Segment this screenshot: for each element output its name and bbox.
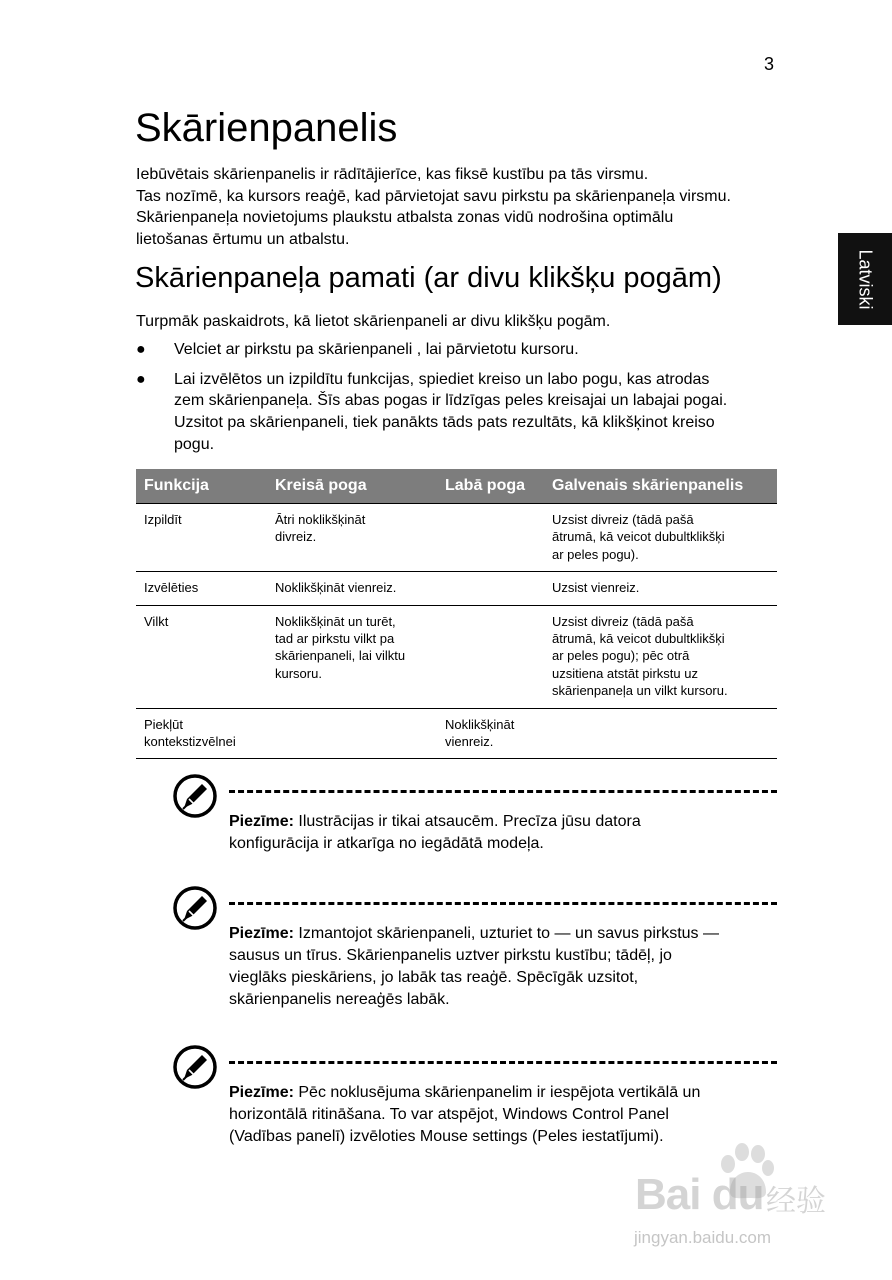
table-cell — [544, 708, 777, 759]
note-line: konfigurācija ir atkarīga no iegādātā modeļa. — [229, 835, 544, 852]
table-row — [136, 708, 777, 759]
bullet-item — [136, 369, 786, 456]
dashed-divider — [229, 902, 777, 905]
table-row — [136, 504, 777, 572]
table-cell — [437, 504, 544, 572]
table-cell — [136, 708, 267, 759]
section-lead: Turpmāk paskaidrots, kā lietot skārienpaneli ar divu klikšķu pogām. — [136, 313, 611, 330]
page-title: Skārienpanelis — [135, 106, 398, 150]
intro-line: lietošanas ērtumu un atbalstu. — [136, 231, 350, 249]
cell-line: Noklikšķināt — [445, 716, 515, 732]
table-header-row — [136, 469, 777, 504]
bullet-list — [136, 339, 786, 456]
cell-line: Piekļūt — [144, 716, 184, 732]
intro-line: Iebūvētais skārienpanelis ir rādītājierīce, kas fiksē kustību pa tās virsmu. — [136, 166, 649, 183]
cell-line: ātrumā, kā veicot dubultklikšķi — [552, 529, 725, 545]
language-tab — [838, 233, 892, 325]
language-tab-label: Latviski — [855, 248, 876, 310]
table-cell — [544, 572, 777, 605]
dashed-divider — [229, 790, 777, 793]
column-header: Galvenais skārienpanelis — [544, 469, 777, 504]
bullet-line: zem skārienpaneļa. Šīs abas pogas ir līdzīgas peles kreisajai un labajai pogai. — [174, 392, 728, 410]
note-line: skārienpanelis nereaģēs labāk. — [229, 991, 450, 1008]
column-header: Kreisā poga — [267, 469, 437, 504]
cell-line: skārienpaneli, lai vilktu — [275, 648, 406, 664]
cell-line: kontekstizvēlnei — [144, 734, 236, 750]
note-line: horizontālā ritināšana. To var atspējot, Windows Control Panel — [229, 1106, 669, 1123]
table-cell — [136, 605, 267, 708]
note-pen-icon — [172, 1044, 218, 1090]
cell-line: skārienpaneļa un vilkt kursoru. — [552, 683, 728, 699]
cell-line: ātrumā, kā veicot dubultklikšķi — [552, 631, 725, 647]
column-header: Labā poga — [437, 469, 544, 504]
bullet-line: Uzsitot pa skārienpaneli, tiek panākts tāds pats rezultāts, kā klikšķinot kreiso — [174, 414, 715, 432]
dashed-divider — [229, 1061, 777, 1064]
function-table — [136, 469, 777, 759]
note-line: sausus un tīrus. Skārienpanelis uztver pirkstu kustību; tādēļ, jo — [229, 947, 672, 964]
bullet-line: pogu. — [174, 435, 215, 453]
baidu-watermark — [632, 1140, 862, 1260]
table-cell — [437, 708, 544, 759]
table-cell — [544, 504, 777, 572]
cell-line: Uzsist divreiz (tādā pašā — [552, 613, 694, 629]
cell-line: Ātri noklikšķināt — [275, 512, 366, 527]
note-label: Piezīme: — [229, 1084, 294, 1101]
cell-line: Noklikšķināt vienreiz. — [275, 580, 397, 596]
note-line: Izmantojot skārienpaneli, uzturiet to — un savus pirkstus — — [293, 925, 719, 942]
cell-line: Izvēlēties — [144, 580, 199, 596]
table-cell — [136, 572, 267, 605]
bullet-line: Velciet ar pirkstu pa skārienpaneli , lai pārvietotu kursoru. — [174, 341, 579, 358]
table-cell — [437, 572, 544, 605]
note-pen-icon — [172, 773, 218, 819]
cell-line: Izpildīt — [144, 512, 182, 527]
note-line: Pēc noklusējuma skārienpanelim ir iespējota vertikālā un — [293, 1084, 701, 1101]
table-cell — [267, 708, 437, 759]
cell-line: divreiz. — [275, 529, 317, 545]
bullet-dot-icon: ● — [136, 341, 146, 358]
table-cell — [136, 504, 267, 572]
cell-line: Noklikšķināt un turēt, — [275, 613, 396, 629]
watermark-cn-text: 经验 — [766, 1185, 826, 1218]
section-title: Skārienpaneļa pamati (ar divu klikšķu pogām) — [135, 262, 722, 294]
cell-line: Uzsist divreiz (tādā pašā — [552, 512, 694, 527]
bullet-line: Lai izvēlētos un izpildītu funkcijas, spiediet kreiso un labo pogu, kas atrodas — [174, 370, 710, 388]
table-cell — [267, 572, 437, 605]
cell-line: kursoru. — [275, 665, 322, 681]
cell-line: Uzsist vienreiz. — [552, 580, 640, 596]
watermark-logo: Bai du — [635, 1170, 764, 1219]
cell-line: uzsitiena atstāt pirkstu uz — [552, 665, 698, 681]
note-label: Piezīme: — [229, 813, 294, 830]
note-pen-icon — [172, 885, 218, 931]
intro-line: Skārienpaneļa novietojums plaukstu atbalsta zonas vidū nodrošina optimālu — [136, 209, 674, 227]
note-line: (Vadības panelī) izvēloties Mouse settings (Peles iestatījumi). — [229, 1128, 664, 1145]
table-cell — [267, 504, 437, 572]
cell-line: ar peles pogu); pēc otrā — [552, 648, 690, 664]
table-cell — [267, 605, 437, 708]
watermark-url: jingyan.baidu.com — [634, 1228, 772, 1247]
bullet-dot-icon: ● — [136, 370, 146, 388]
intro-line: Tas nozīmē, ka kursors reaģē, kad pārvietojat savu pirkstu pa skārienpaneļa virsmu. — [136, 187, 731, 205]
cell-line: Vilkt — [144, 613, 169, 629]
column-header: Funkcija — [136, 469, 267, 504]
intro-paragraph — [136, 164, 786, 251]
table-cell — [437, 605, 544, 708]
page-number: 3 — [764, 54, 775, 74]
note-line: Ilustrācijas ir tikai atsaucēm. Precīza jūsu datora — [293, 813, 641, 830]
table-cell — [544, 605, 777, 708]
cell-line: ar peles pogu). — [552, 546, 639, 562]
bullet-item — [136, 339, 786, 361]
table-row — [136, 605, 777, 708]
table-row — [136, 572, 777, 605]
cell-line: tad ar pirkstu vilkt pa — [275, 631, 395, 647]
note-line: vieglāks pieskāriens, jo labāk tas reaģē. Spēcīgāk uzsitot, — [229, 969, 639, 986]
cell-line: vienreiz. — [445, 734, 494, 750]
note-label: Piezīme: — [229, 925, 294, 942]
